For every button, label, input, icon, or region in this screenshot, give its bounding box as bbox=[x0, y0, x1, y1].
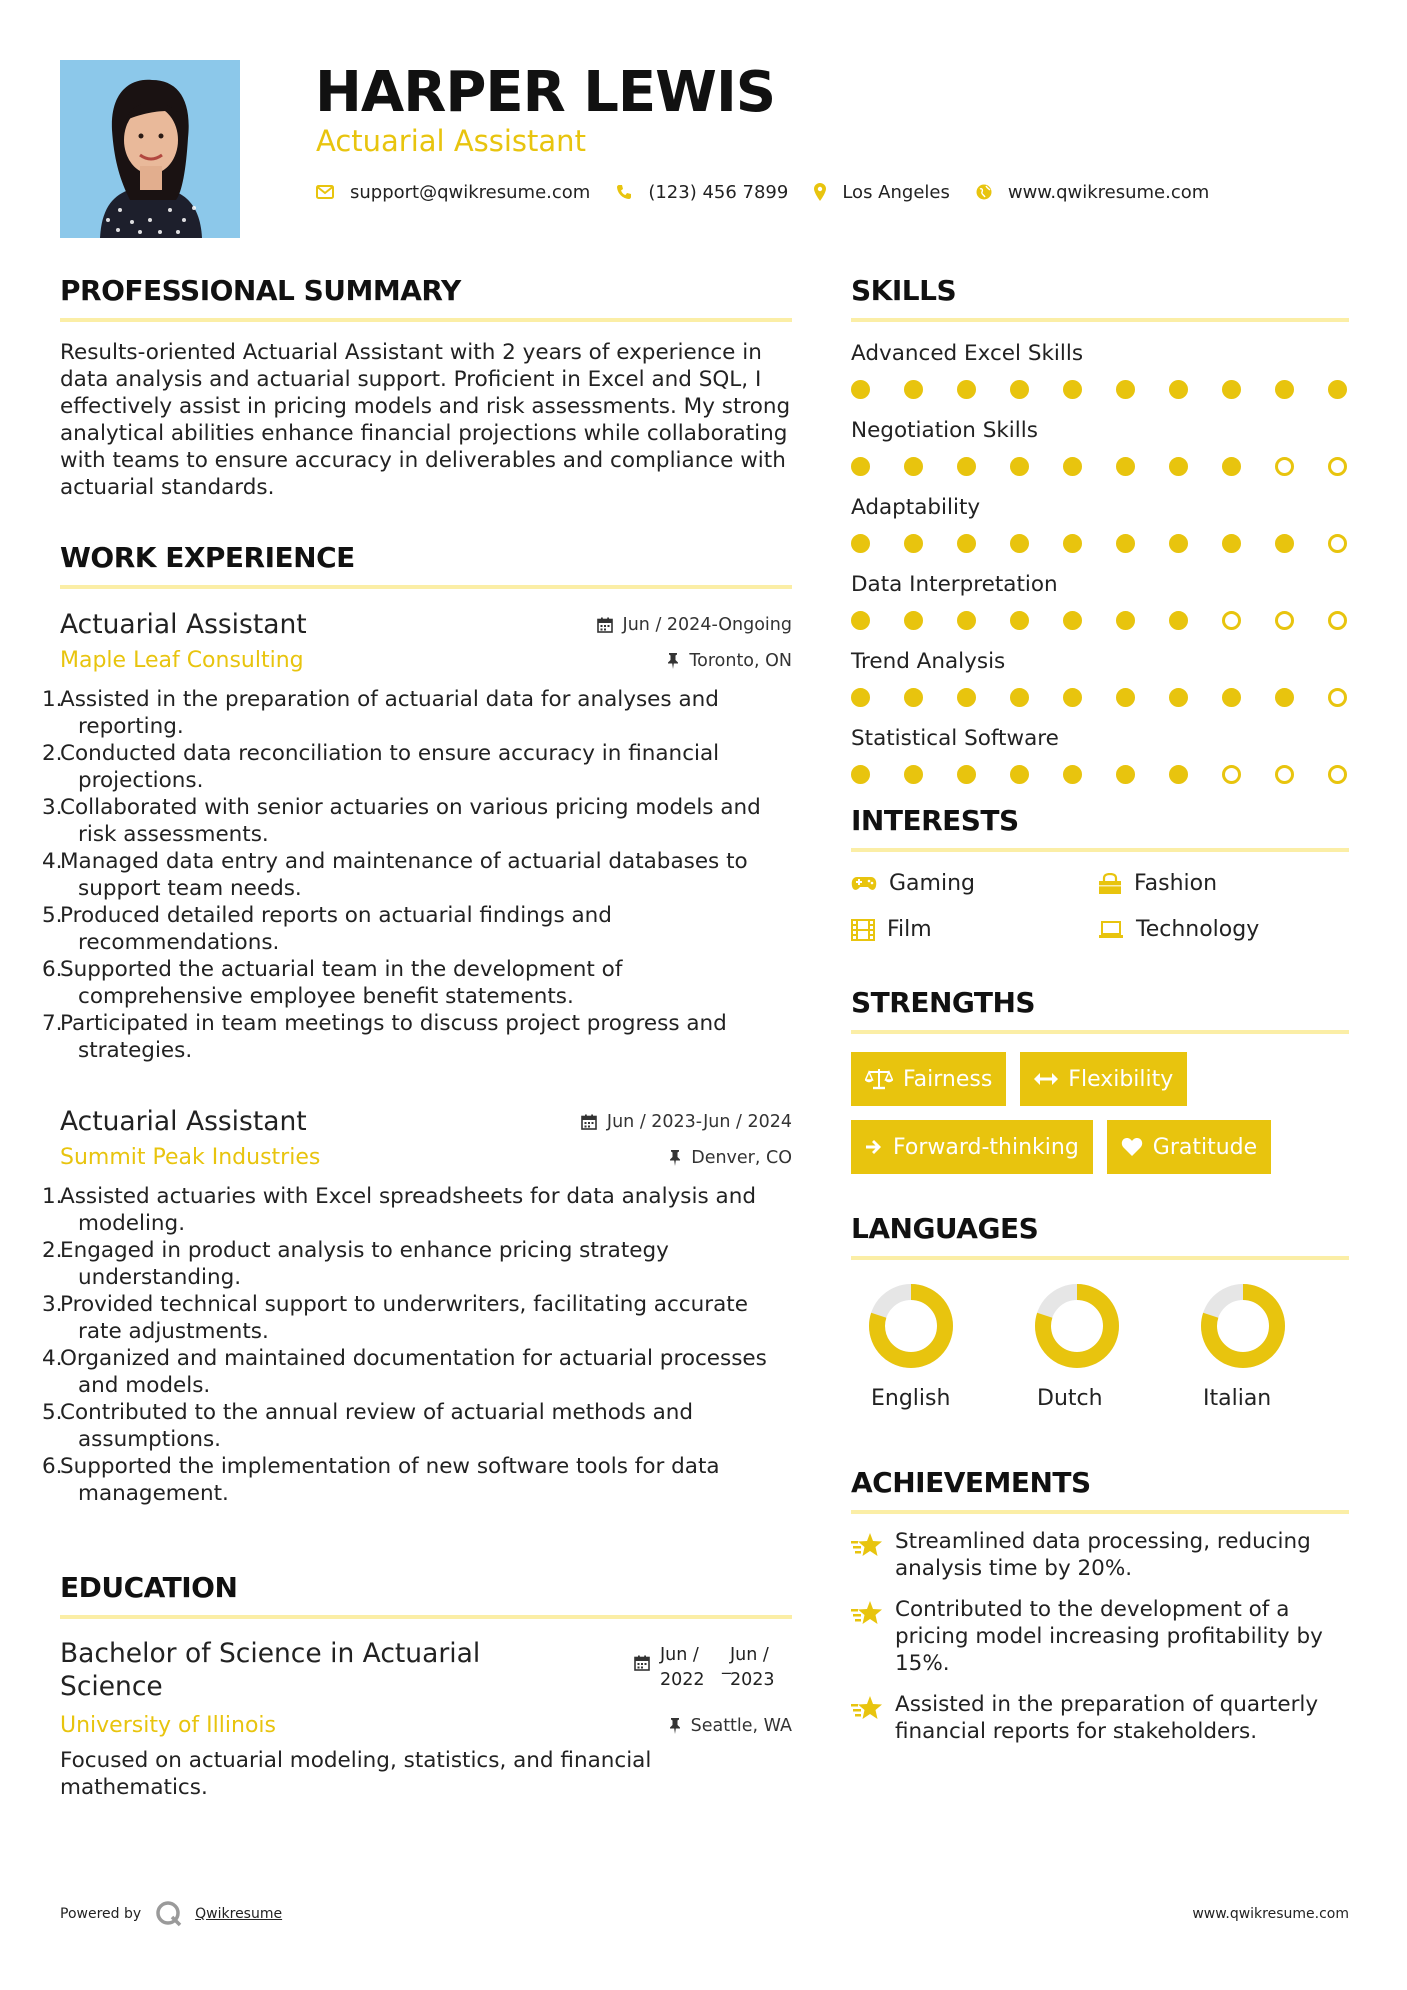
rating-dot-filled bbox=[1222, 688, 1241, 707]
job-bullets bbox=[42, 686, 792, 1064]
rating-dot-empty bbox=[1328, 534, 1347, 553]
education-section bbox=[60, 1569, 792, 1801]
rating-dot-filled bbox=[1169, 688, 1188, 707]
skill-name: Data Interpretation bbox=[851, 572, 1058, 597]
rating-dot-filled bbox=[1116, 688, 1135, 707]
rating-dot-filled bbox=[1010, 765, 1029, 784]
job-bullet: 1.Assisted actuaries with Excel spreadsheets for data analysis and modeling. bbox=[42, 1184, 756, 1236]
arrows-horizontal-icon bbox=[1034, 1072, 1058, 1086]
star-icon bbox=[851, 1600, 883, 1626]
rating-dot-filled bbox=[1063, 457, 1082, 476]
achievement-item bbox=[851, 1528, 1349, 1582]
rating-dot-filled bbox=[1063, 534, 1082, 553]
job-title: Actuarial Assistant bbox=[60, 609, 307, 640]
rating-dot-filled bbox=[1010, 688, 1029, 707]
job-bullet: 3.Collaborated with senior actuaries on various pricing models and risk assessments. bbox=[42, 795, 761, 847]
job-bullet: 1.Assisted in the preparation of actuarial data for analyses and reporting. bbox=[42, 687, 719, 739]
achievement-text: Streamlined data processing, reducing analysis time by 20%. bbox=[895, 1529, 1311, 1581]
language-proficiency-donut bbox=[1199, 1282, 1287, 1370]
rating-dot-filled bbox=[1116, 534, 1135, 553]
rating-dot-filled bbox=[851, 534, 870, 553]
interest-fashion bbox=[1098, 868, 1345, 900]
shopping-bag-icon bbox=[1098, 873, 1122, 895]
job-bullet: 2.Conducted data reconciliation to ensure accuracy in financial projections. bbox=[42, 741, 720, 793]
rating-dot-filled bbox=[1010, 380, 1029, 399]
education-location-text: Seattle, WA bbox=[690, 1716, 792, 1736]
envelope-icon bbox=[316, 185, 334, 199]
strength-label: Gratitude bbox=[1152, 1134, 1258, 1160]
interest-label: Film bbox=[887, 917, 932, 942]
candidate-title: Actuarial Assistant bbox=[316, 124, 586, 158]
powered-by-text: Powered by bbox=[60, 1906, 142, 1922]
skill-rating bbox=[851, 765, 1347, 784]
skill-name: Adaptability bbox=[851, 495, 981, 520]
skill-rating bbox=[851, 457, 1347, 476]
section-divider bbox=[851, 1030, 1349, 1034]
left-column bbox=[42, 272, 792, 1801]
laptop-icon bbox=[1098, 921, 1124, 939]
contact-bar bbox=[316, 178, 1235, 206]
education-heading: EDUCATION bbox=[60, 1571, 238, 1604]
education-dates bbox=[634, 1643, 792, 1703]
rating-dot-filled bbox=[1222, 457, 1241, 476]
rating-dot-filled bbox=[1169, 457, 1188, 476]
rating-dot-empty bbox=[1328, 765, 1347, 784]
languages-section bbox=[851, 1210, 1349, 1414]
strength-flexibility bbox=[1020, 1052, 1187, 1106]
skill-rating bbox=[851, 611, 1347, 630]
rating-dot-filled bbox=[957, 380, 976, 399]
calendar-icon bbox=[581, 1114, 597, 1130]
rating-dot-empty bbox=[1328, 688, 1347, 707]
strength-forward-thinking bbox=[851, 1120, 1093, 1174]
language-proficiency-donut bbox=[867, 1282, 955, 1370]
language-item bbox=[851, 1282, 1017, 1414]
balance-scale-icon bbox=[865, 1068, 893, 1090]
languages-heading: LANGUAGES bbox=[851, 1212, 1039, 1245]
website-text: www.qwikresume.com bbox=[1007, 181, 1210, 203]
rating-dot-filled bbox=[957, 534, 976, 553]
job-bullet: 6.Supported the implementation of new software tools for data management. bbox=[42, 1454, 720, 1506]
job-dates bbox=[581, 1112, 792, 1132]
phone-icon bbox=[616, 184, 632, 200]
rating-dot-filled bbox=[1063, 380, 1082, 399]
skill-rating bbox=[851, 380, 1347, 399]
heart-icon bbox=[1121, 1137, 1143, 1157]
achievement-item bbox=[851, 1691, 1349, 1745]
rating-dot-filled bbox=[851, 457, 870, 476]
star-icon bbox=[851, 1532, 883, 1558]
rating-dot-empty bbox=[1275, 457, 1294, 476]
rating-dot-empty bbox=[1275, 765, 1294, 784]
rating-dot-filled bbox=[904, 765, 923, 784]
job-location bbox=[667, 651, 792, 671]
rating-dot-filled bbox=[851, 380, 870, 399]
skill-name: Negotiation Skills bbox=[851, 418, 1038, 443]
skill-name: Advanced Excel Skills bbox=[851, 341, 1084, 366]
rating-dot-filled bbox=[1010, 457, 1029, 476]
star-icon bbox=[851, 1695, 883, 1721]
rating-dot-filled bbox=[1169, 380, 1188, 399]
rating-dot-filled bbox=[1116, 611, 1135, 630]
map-marker-icon bbox=[814, 183, 826, 201]
strengths-section bbox=[851, 984, 1349, 1188]
job-bullet: 7.Participated in team meetings to discuss project progress and strategies. bbox=[42, 1011, 727, 1063]
degree-title: Bachelor of Science in Actuarial Science bbox=[60, 1638, 481, 1702]
job-bullet: 3.Provided technical support to underwriters, facilitating accurate rate adjustments. bbox=[42, 1292, 748, 1344]
contact-email[interactable] bbox=[316, 182, 590, 203]
skill-name: Trend Analysis bbox=[851, 649, 1006, 674]
interest-film bbox=[851, 914, 1098, 946]
candidate-name: HARPER LEWIS bbox=[315, 60, 776, 125]
summary-heading: PROFESSIONAL SUMMARY bbox=[60, 274, 461, 307]
strength-label: Fairness bbox=[903, 1066, 993, 1092]
rating-dot-empty bbox=[1222, 765, 1241, 784]
interests-heading: INTERESTS bbox=[851, 804, 1019, 837]
rating-dot-filled bbox=[851, 688, 870, 707]
rating-dot-filled bbox=[1275, 380, 1294, 399]
section-divider bbox=[851, 318, 1349, 322]
job-bullet: 4.Managed data entry and maintenance of actuarial databases to support team needs. bbox=[42, 849, 748, 901]
rating-dot-filled bbox=[1222, 380, 1241, 399]
rating-dot-filled bbox=[957, 688, 976, 707]
interest-label: Fashion bbox=[1134, 871, 1218, 896]
rating-dot-filled bbox=[904, 688, 923, 707]
company-name: Maple Leaf Consulting bbox=[60, 648, 304, 673]
section-divider bbox=[60, 585, 792, 589]
experience-heading: WORK EXPERIENCE bbox=[60, 541, 355, 574]
rating-dot-filled bbox=[1275, 534, 1294, 553]
rating-dot-empty bbox=[1328, 457, 1347, 476]
job-bullet: 4.Organized and maintained documentation for actuarial processes and models. bbox=[42, 1346, 767, 1398]
rating-dot-filled bbox=[1010, 534, 1029, 553]
summary-section bbox=[60, 272, 792, 501]
section-divider bbox=[851, 848, 1349, 852]
interest-technology bbox=[1098, 914, 1345, 946]
section-divider bbox=[60, 318, 792, 322]
interests-section bbox=[851, 802, 1349, 946]
languages-list bbox=[851, 1282, 1349, 1414]
job-bullet: 2.Engaged in product analysis to enhance pricing strategy understanding. bbox=[42, 1238, 669, 1290]
strength-label: Flexibility bbox=[1068, 1066, 1174, 1092]
qwikresume-logo-icon bbox=[155, 1900, 183, 1928]
job-title: Actuarial Assistant bbox=[60, 1106, 307, 1137]
brand-link[interactable]: Qwikresume bbox=[195, 1906, 283, 1922]
arrow-right-icon bbox=[865, 1138, 883, 1156]
rating-dot-filled bbox=[1169, 611, 1188, 630]
education-start: Jun / 2022 bbox=[660, 1645, 705, 1690]
language-proficiency-donut bbox=[1033, 1282, 1121, 1370]
pushpin-icon bbox=[669, 1150, 681, 1166]
rating-dot-filled bbox=[1328, 380, 1347, 399]
film-icon bbox=[851, 919, 875, 941]
footer-powered-by bbox=[60, 1900, 282, 1928]
rating-dot-filled bbox=[1063, 765, 1082, 784]
pushpin-icon bbox=[669, 1718, 681, 1734]
rating-dot-filled bbox=[1169, 534, 1188, 553]
job-bullet: 5.Produced detailed reports on actuarial findings and recommendations. bbox=[42, 903, 612, 955]
gamepad-icon bbox=[851, 876, 877, 892]
contact-phone[interactable] bbox=[616, 182, 788, 203]
job-entry bbox=[42, 607, 792, 1064]
section-divider bbox=[851, 1510, 1349, 1514]
rating-dot-filled bbox=[904, 534, 923, 553]
rating-dot-filled bbox=[1116, 765, 1135, 784]
rating-dot-empty bbox=[1275, 611, 1294, 630]
language-name: English bbox=[871, 1386, 951, 1411]
achievements-section bbox=[851, 1464, 1349, 1745]
rating-dot-empty bbox=[1328, 611, 1347, 630]
language-item bbox=[1017, 1282, 1183, 1414]
job-location-text: Toronto, ON bbox=[689, 651, 792, 671]
skills-section bbox=[851, 272, 1349, 784]
interest-label: Gaming bbox=[889, 871, 975, 896]
summary-text: Results-oriented Actuarial Assistant with 2 years of experience in data analysis and actuarial support. Proficient in Excel and SQL, I effectively assist in pricing models and risk assessments. My strong analytical abilities enhance financial projections while collaborating with teams to ensure accuracy in deliverables and compliance with actuarial standards. bbox=[60, 340, 791, 500]
job-dates bbox=[597, 615, 792, 635]
language-item bbox=[1183, 1282, 1349, 1414]
rating-dot-filled bbox=[957, 611, 976, 630]
rating-dot-filled bbox=[1063, 611, 1082, 630]
achievement-text: Contributed to the development of a pricing model increasing profitability by 15%. bbox=[895, 1597, 1323, 1676]
rating-dot-filled bbox=[904, 380, 923, 399]
job-dates-text: Jun / 2024-Ongoing bbox=[622, 615, 792, 635]
rating-dot-filled bbox=[1222, 534, 1241, 553]
rating-dot-filled bbox=[904, 457, 923, 476]
location-text: Los Angeles bbox=[842, 181, 950, 203]
rating-dot-filled bbox=[1010, 611, 1029, 630]
skills-heading: SKILLS bbox=[851, 274, 957, 307]
job-entry bbox=[42, 1104, 792, 1507]
globe-icon bbox=[976, 184, 992, 200]
strengths-heading: STRENGTHS bbox=[851, 986, 1036, 1019]
rating-dot-filled bbox=[1116, 457, 1135, 476]
school-name: University of Illinois bbox=[60, 1713, 276, 1738]
strength-gratitude bbox=[1107, 1120, 1271, 1174]
calendar-icon bbox=[597, 617, 613, 633]
job-location-text: Denver, CO bbox=[691, 1148, 792, 1168]
rating-dot-filled bbox=[1063, 688, 1082, 707]
rating-dot-filled bbox=[1275, 688, 1294, 707]
right-column bbox=[851, 272, 1349, 1745]
rating-dot-filled bbox=[957, 765, 976, 784]
rating-dot-filled bbox=[1116, 380, 1135, 399]
footer-website[interactable]: www.qwikresume.com bbox=[1192, 1906, 1349, 1922]
skill-rating bbox=[851, 688, 1347, 707]
achievements-heading: ACHIEVEMENTS bbox=[851, 1466, 1091, 1499]
job-bullets bbox=[42, 1183, 792, 1507]
education-location bbox=[669, 1716, 792, 1736]
education-description: Focused on actuarial modeling, statistics, and financial mathematics. bbox=[60, 1748, 652, 1800]
calendar-icon bbox=[634, 1655, 650, 1671]
skill-name: Statistical Software bbox=[851, 726, 1059, 751]
email-text: support@qwikresume.com bbox=[350, 181, 591, 203]
profile-photo bbox=[60, 60, 240, 238]
strength-label: Forward-thinking bbox=[893, 1134, 1079, 1160]
job-dates-text: Jun / 2023-Jun / 2024 bbox=[606, 1112, 792, 1132]
rating-dot-filled bbox=[957, 457, 976, 476]
contact-location bbox=[814, 182, 950, 203]
rating-dot-filled bbox=[904, 611, 923, 630]
language-name: Dutch bbox=[1037, 1386, 1103, 1411]
job-location bbox=[669, 1148, 792, 1168]
contact-website[interactable] bbox=[976, 182, 1209, 203]
strength-fairness bbox=[851, 1052, 1006, 1106]
interest-gaming bbox=[851, 868, 1098, 900]
section-divider bbox=[851, 1256, 1349, 1260]
pushpin-icon bbox=[667, 653, 679, 669]
language-name: Italian bbox=[1203, 1386, 1272, 1411]
phone-text: (123) 456 7899 bbox=[648, 181, 789, 203]
company-name: Summit Peak Industries bbox=[60, 1145, 321, 1170]
job-bullet: 5.Contributed to the annual review of actuarial methods and assumptions. bbox=[42, 1400, 694, 1452]
skill-rating bbox=[851, 534, 1347, 553]
rating-dot-filled bbox=[1169, 765, 1188, 784]
job-bullet: 6.Supported the actuarial team in the development of comprehensive employee benefit statements. bbox=[42, 957, 623, 1009]
rating-dot-filled bbox=[851, 765, 870, 784]
education-end: Jun / 2023 bbox=[730, 1645, 775, 1690]
rating-dot-filled bbox=[851, 611, 870, 630]
achievement-text: Assisted in the preparation of quarterly financial reports for stakeholders. bbox=[895, 1692, 1319, 1744]
date-separator: _ bbox=[722, 1655, 731, 1675]
skills-list bbox=[851, 340, 1349, 784]
achievement-item bbox=[851, 1596, 1349, 1677]
rating-dot-empty bbox=[1222, 611, 1241, 630]
interest-label: Technology bbox=[1136, 917, 1260, 942]
experience-section bbox=[42, 539, 792, 1507]
section-divider bbox=[60, 1615, 792, 1619]
